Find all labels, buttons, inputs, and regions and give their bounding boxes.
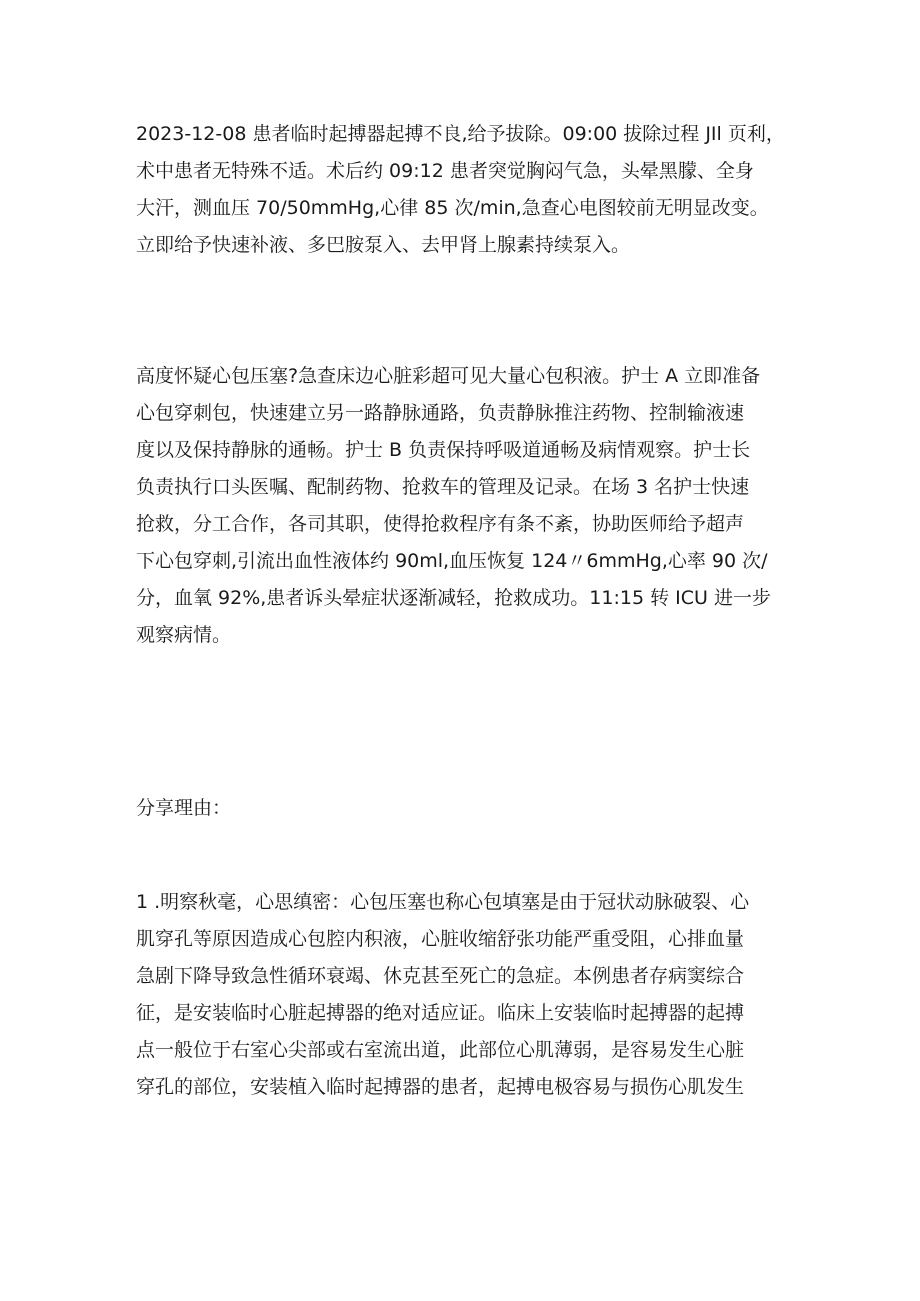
text-line: 下心包穿刺,引流出血性液体约 90ml,血压恢复 124〃6mmHg,心率 90 次/ [136,550,768,572]
text-line: 2023-12-08 患者临时起搏器起搏不良,给予拔除。09:00 拔除过程 JIl 页利， [136,123,785,145]
text-line: 负责执行口头医嘱、配制药物、抢救车的管理及记录。在场 3 名护士快速 [136,476,750,498]
text-line: 肌穿孔等原因造成心包腔内积液，心脏收缩舒张功能严重受阻，心排血量 [136,928,745,950]
text-line: 1 .明察秋毫，心思缜密：心包压塞也称心包填塞是由于冠状动脉破裂、心 [136,891,750,913]
paragraph-reason-1 [136,884,816,1106]
text-line: 征，是安装临时心脏起搏器的绝对适应证。临床上安装临时起搏器的起搏 [136,1002,745,1024]
text-line: 穿孔的部位，安装植入临时起搏器的患者，起搏电极容易与损伤心肌发生 [136,1076,745,1098]
text-line: 点一般位于右室心尖部或右室流出道，此部位心肌薄弱，是容易发生心脏 [136,1039,745,1061]
section-heading-share-reason [136,790,816,827]
text-line: 立即给予快速补液、多巴胺泵入、去甲肾上腺素持续泵入。 [136,234,631,256]
text-line: 术中患者无特殊不适。术后约 09:12 患者突觉胸闷气急，头晕黑朦、全身 [136,160,754,182]
paragraph-rescue-process [136,358,816,654]
text-line: 抢救，分工合作，各司其职，使得抢救程序有条不紊，协助医师给予超声 [136,513,745,535]
text-line: 急剧下降导致急性循环衰竭、休克甚至死亡的急症。本例患者存病窦综合 [136,965,745,987]
text-line: 度以及保持静脉的通畅。护士 B 负责保持呼吸道通畅及病情观察。护士长 [136,439,751,461]
heading-text: 分享理由： [136,797,232,819]
paragraph-case-event [136,116,816,264]
text-line: 心包穿刺包，快速建立另一路静脉通路，负责静脉推注药物、控制输液速 [136,402,745,424]
text-line: 分，血氧 92%,患者诉头晕症状逐渐减轻，抢救成功。11:15 转 ICU 进一步 [136,587,771,609]
text-line: 高度怀疑心包压塞?急查床边心脏彩超可见大量心包积液。护士 A 立即准备 [136,365,761,387]
text-line: 大汗，测血压 70/50mmHg,心律 85 次/min,急查心电图较前无明显改变。 [136,197,769,219]
text-line: 观察病情。 [136,624,232,646]
